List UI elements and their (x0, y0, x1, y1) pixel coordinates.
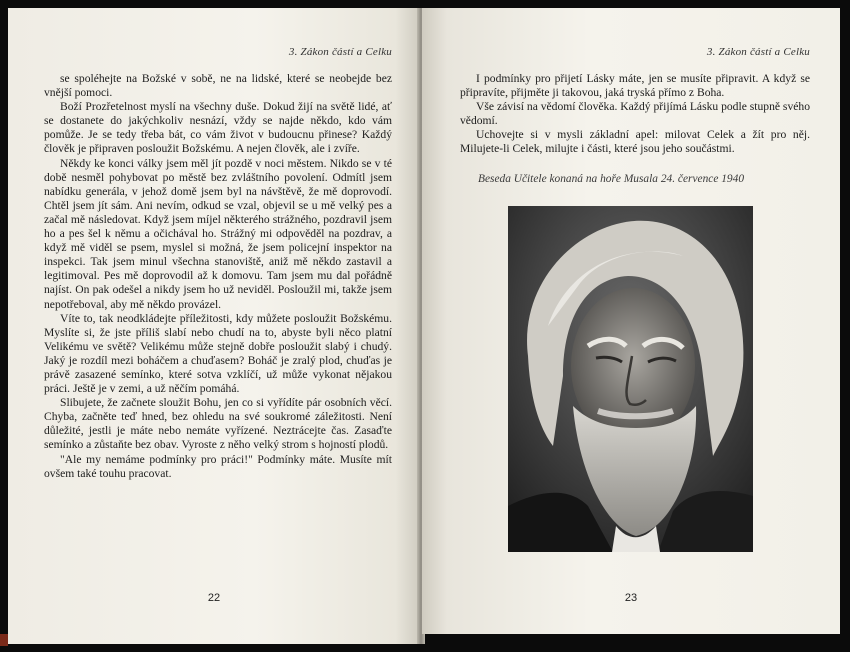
paragraph: Víte to, tak neodkládejte příležitosti, kdy můžete posloužit Božskému. Myslíte si, že jste příliš slabí nebo chudí na to, abyste byli něco platní Velikému ve světě? Velikému může stejně dobře posloužit slabý i chudý. Jaký je rozdíl mezi boháčem a chuďasem? Boháč je zralý plod, chuďas je právě zasazené semínko, které sotva vzklíčí, už může vykonat nějakou práci. Ještě je v zemi, a už něčím pomáhá. (44, 311, 392, 396)
page-number-left: 22 (207, 592, 221, 604)
left-page-text (44, 72, 392, 481)
portrait-photo (508, 206, 753, 552)
paragraph: Vše závisí na vědomí člověka. Každý přijímá Lásku podle stupně svého vědomí. (460, 100, 810, 128)
left-page (8, 8, 420, 644)
running-head-right: 3. Zákon částí a Celku (706, 46, 810, 58)
paragraph: "Ale my nemáme podmínky pro práci!" Podmínky máte. Musíte mít ovšem také touhu pracovat. (44, 452, 392, 480)
paragraph: se spoléhejte na Božské v sobě, ne na lidské, které se neobejde bez vnější pomoci. (44, 72, 392, 100)
paragraph: Uchovejte si v mysli základní apel: milovat Celek a žít pro něj. Milujete-li Celek, milujte i části, které jsou jeho součástmi. (460, 128, 810, 156)
right-page-text (460, 72, 810, 157)
paragraph: Slibujete, že začnete sloužit Bohu, jen co si vyřídíte pár osobních věcí. Chyba, začněte teď hned, bez ohledu na své soukromé záležitosti. Není důležité, jestli je máte nebo nemáte vyřízené. Neztrácejte čas. Zasaďte semínko a zůstaňte bez obav. Vyroste z něho velký strom s hojností plodů. (44, 396, 392, 452)
paragraph: Někdy ke konci války jsem měl jít pozdě v noci městem. Nikdo se v té době nesměl pohybovat po městě bez zvláštního povolení. Odmítl jsem nabídku generála, v jehož domě jsem byl na návštěvě, že mě doprovodí. Chtěl jsem jít sám. Ani nevím, odkud se vzal, objevil se u mě velký pes a začal mě následovat. Když jsem míjel některého strážného, pozdravil jsem ho a pes šel k němu a očichával ho. Strážný mi odpověděl na pozdrav, a když mě viděl se psem, myslel si možná, že jsem policejní inspektor na inspekci. Tak jsem minul všechna stanoviště, aniž mě někdo zastavil a legitimoval. Pes mě doprovodil až k domovu. Tam jsem mu dal pořádně najíst. On pak odešel a nikdy jsem ho už neviděl. Posloužil mi, takže jsem nepotřeboval, aby mě někdo provázel. (44, 156, 392, 311)
right-page (422, 8, 840, 634)
running-head-left: 3. Zákon částí a Celku (288, 46, 392, 58)
photo-caption: Beseda Učitele konaná na hoře Musala 24. července 1940 (478, 172, 745, 185)
paragraph: Boží Prozřetelnost myslí na všechny duše. Dokud žijí na světě lidé, ať se dostanete do jakýchkoliv nesnází, vždy se najde někdo, kdo vám pomůže. Je se tedy třeba bát, co vám život v budoucnu přinese? Každý člověk je připraven posloužit Božskému. A nejen člověk, ale i zvíře. (44, 100, 392, 156)
page-edge-mark (0, 634, 8, 646)
paragraph: I podmínky pro přijetí Lásky máte, jen se musíte připravit. A když se připravíte, přijměte ji takovou, jaká tryská přímo z Boha. (460, 72, 810, 100)
page-number-right: 23 (624, 592, 638, 604)
